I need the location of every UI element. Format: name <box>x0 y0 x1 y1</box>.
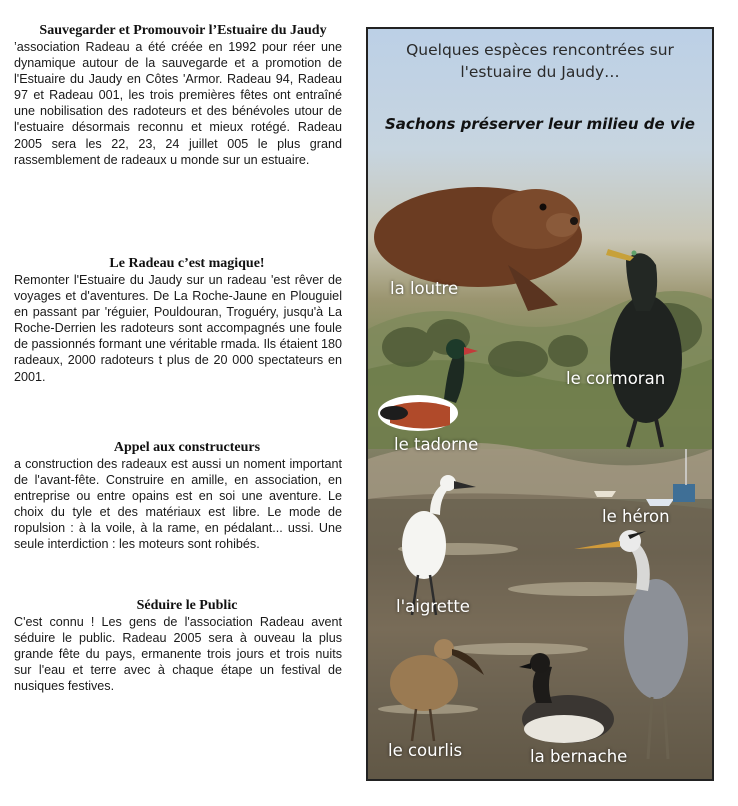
species-label-heron: le héron <box>602 507 670 526</box>
species-label-bernache: la bernache <box>530 747 628 766</box>
panel-slogan: Sachons préserver leur milieu de vie <box>385 115 695 133</box>
species-label-tadorne: le tadorne <box>394 435 479 454</box>
section-paragraph: a construction des radeaux est aussi un noment important de l'avant-fête. Construire en amille, en association, en entreprise ou entre opains est en soi une aventure. Le choix du tyle et des matériaux est libre. Le mode de ropulsion : à la voile, à la rame, en pédalant... ussi. Une seule interdiction : les moteurs sont rohibés. <box>14 457 342 552</box>
species-label-cormoran: le cormoran <box>566 369 666 388</box>
section-radeau-magique <box>0 255 352 385</box>
section-appel-constructeurs <box>0 439 352 553</box>
section-heading: Le Radeau c’est magique! <box>109 256 265 271</box>
estuary-illustration <box>368 29 712 779</box>
section-paragraph: Remonter l'Estuaire du Jaudy sur un radeau 'est rêver de voyages et d'aventures. De La Roche-Jaune en Plouguiel en passant par 'réguier, Pouldouran, Troguéry, jusqu'à La Roche-Derrien les radoteurs sont accompagnés une foule de passionnés formant une véritable rmada. Ils étaient 180 radeaux, 2000 radoteurs t plus de 20 000 spectateurs en 2001. <box>14 273 342 384</box>
species-label-courlis: le courlis <box>388 741 463 760</box>
panel-intro: Quelques espèces rencontrées sur l'estuaire du Jaudy… <box>406 41 674 81</box>
text-column <box>0 0 352 806</box>
section-paragraph: ’association Radeau a été créée en 1992 pour réer une dynamique autour de la sauvegarde et a promotion de l'Estuaire du Jaudy en Côtes 'Armor. Radeau 94, Radeau 97 et Radeau 001, les trois premières fêtes ont entraîné une nobilisation des radoteurs et des bénévoles utour de l'estuaire désormais reconnu et mieux rotégé. Radeau 2005 sera les 22, 23, 24 juillet 005 le plus grand rassemblement de radeaux u monde sur un estuaire. <box>14 40 342 167</box>
section-seduire-public <box>0 597 352 694</box>
section-paragraph: C'est connu ! Les gens de l'association Radeau avent séduire le public. Radeau 2005 sera à ouveau la plus grande fête du pays, ermanente trois jours et trois nuits sur l'eau et terre avec à chaque étape un festival de nusiques festives. <box>14 615 342 694</box>
section-heading: Appel aux constructeurs <box>113 440 261 455</box>
species-panel <box>366 27 714 781</box>
species-label-aigrette: l'aigrette <box>396 597 470 616</box>
section-heading: Sauvegarder et Promouvoir l’Estuaire du Jaudy <box>39 23 327 38</box>
section-sauvegarder <box>0 22 352 168</box>
species-label-loutre: la loutre <box>390 279 459 298</box>
section-heading: Séduire le Public <box>136 598 238 613</box>
